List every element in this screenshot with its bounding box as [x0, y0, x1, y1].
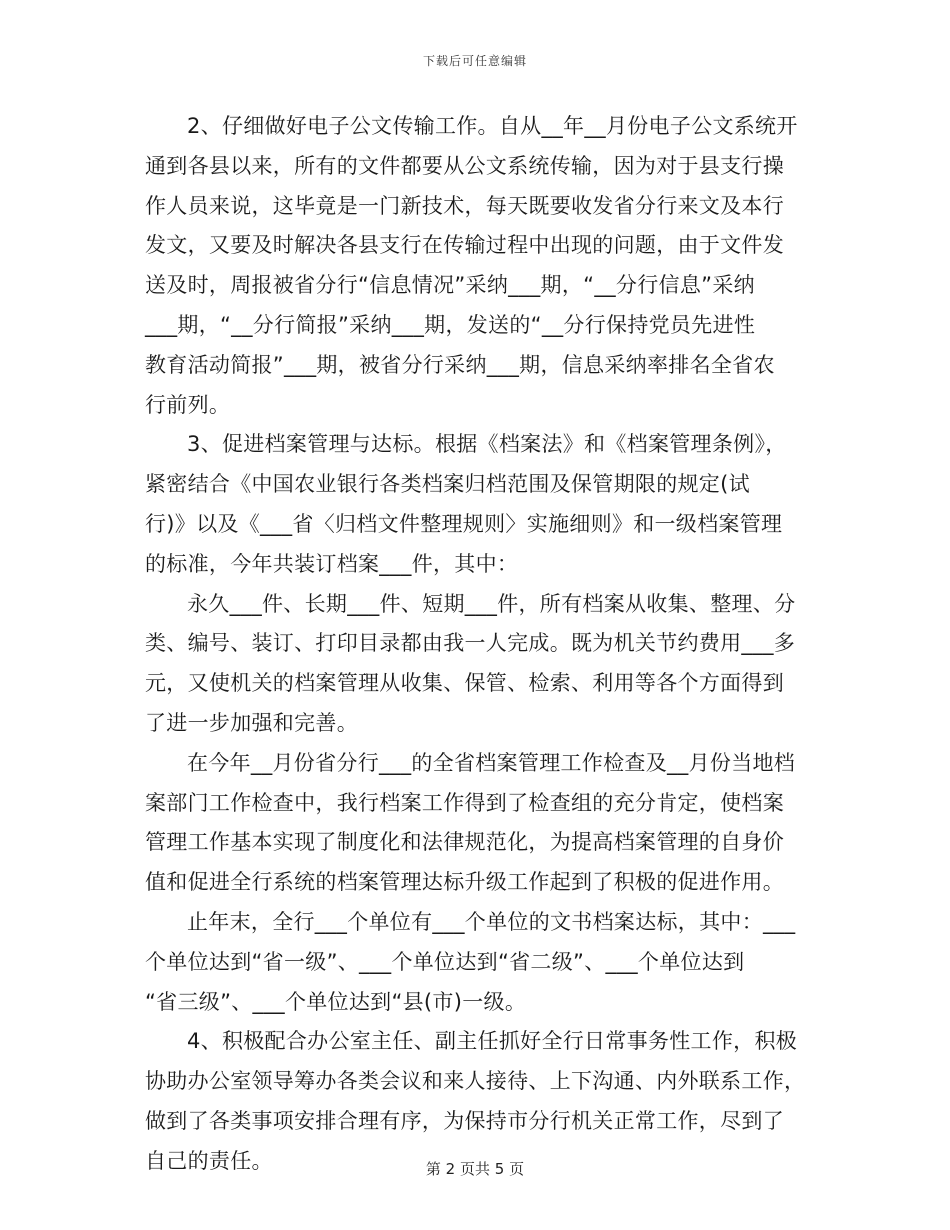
paragraph-3-line: 紧密结合《中国农业银行各类档案归档范围及保管期限的规定(试: [145, 472, 750, 497]
archive-stats-line: 了进一步加强和完善。: [145, 710, 358, 735]
archive-stats-line: 元，又使机关的档案管理从收集、保管、检索、利用等各个方面得到: [145, 671, 784, 696]
paragraph-4-line: 协助办公室领导筹办各类会议和来人接待、上下沟通、内外联系工作，: [145, 1069, 806, 1094]
paragraph-2-line: 通到各县以来，所有的文件都要从公文系统传输，因为对于县支行操: [145, 153, 784, 178]
paragraph-2-line: 教育活动简报”___期，被省分行采纳___期，信息采纳率排名全省农: [145, 352, 775, 377]
archive-stats-line: 永久___件、长期___件、短期___件，所有档案从收集、整理、分: [187, 591, 796, 616]
archive-stats-line: 类、编号、装订、打印目录都由我一人完成。既为机关节约费用___多: [145, 631, 796, 656]
paragraph-4-line: 4、积极配合办公室主任、副主任抓好全行日常事务性工作，积极: [187, 1029, 798, 1054]
document-body: [145, 107, 805, 1182]
year-end-line: 个单位达到“省一级”、___个单位达到“省二级”、___个单位达到: [145, 949, 745, 974]
paragraph-3-line: 3、促进档案管理与达标。根据《档案法》和《档案管理条例》，: [187, 432, 787, 457]
page-header: 下载后可任意编辑: [422, 54, 527, 68]
page-number: 第 2 页共 5 页: [425, 1160, 525, 1178]
year-end-line: “省三级”、___个单位达到“县(市)一级。: [145, 989, 527, 1014]
paragraph-2-line: 2、仔细做好电子公文传输工作。自从__年__月份电子公文系统开: [187, 114, 798, 138]
paragraph-4-line: 自己的责任。: [145, 1148, 273, 1173]
paragraph-2-line: 作人员来说，这毕竟是一门新技术，每天既要收发省分行来文及本行: [145, 193, 784, 218]
paragraph-2-line: 行前列。: [145, 392, 231, 417]
inspection-line: 案部门工作检查中，我行档案工作得到了检查组的充分肯定，使档案: [145, 790, 784, 815]
paragraph-3-line: 行)》以及《___省〈归档文件整理规则〉实施细则》和一级档案管理: [145, 511, 783, 536]
inspection-line: 值和促进全行系统的档案管理达标升级工作起到了积极的促进作用。: [145, 870, 784, 895]
paragraph-2-line: ___期，“__分行简报”采纳___期，发送的“__分行保持党员先进性: [145, 312, 756, 337]
paragraph-2-line: 发文，又要及时解决各县支行在传输过程中出现的问题，由于文件发: [145, 233, 784, 258]
paragraph-2-line: 送及时，周报被省分行“信息情况”采纳___期，“__分行信息”采纳: [145, 273, 755, 298]
year-end-line: 止年末，全行___个单位有___个单位的文书档案达标，其中：___: [187, 909, 796, 934]
paragraph-3-line: 的标准，今年共装订档案___件，其中：: [145, 551, 519, 576]
inspection-line: 管理工作基本实现了制度化和法律规范化，为提高档案管理的自身价: [145, 830, 784, 855]
inspection-line: 在今年__月份省分行___的全省档案管理工作检查及__月份当地档: [187, 750, 796, 775]
paragraph-4-line: 做到了各类事项安排合理有序，为保持市分行机关正常工作，尽到了: [145, 1108, 784, 1133]
